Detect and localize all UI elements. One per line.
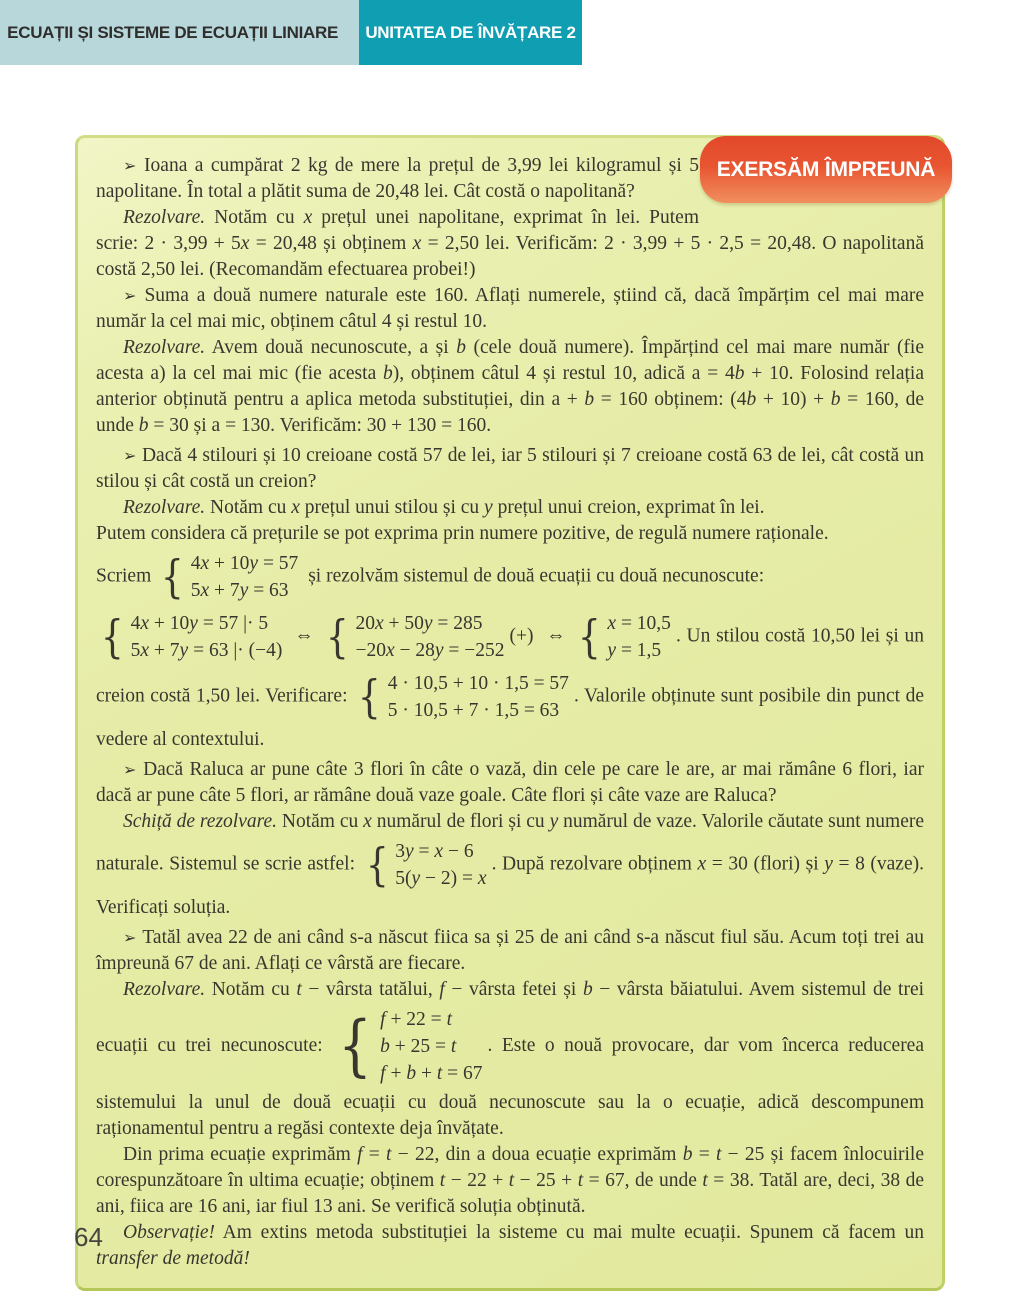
page-number: 64 [74,1222,103,1252]
italic-text: Rezolvare. [123,207,206,228]
equation-lines [355,610,504,664]
equation-lines [131,610,283,664]
math-variable: y [434,640,444,661]
brace-glyph: { [365,837,389,891]
math-variable: b [138,415,149,436]
math-variable: y [824,853,833,875]
text-run: Dacă Raluca ar pune câte 3 flori în câte o vază, din cele pe care le are, ar mai rămâne 6 flori, iar dacă ar pune câte 5 flori, ar rămâne două vaze goale. Câte flori și câte vaze are Raluca? [96,759,924,806]
brace-glyph: { [100,609,124,663]
unit-title-band [359,0,582,65]
equation-system [98,610,282,664]
bullet-arrow-icon: ➢ [123,286,145,305]
math-variable: f [439,979,445,1000]
math-variable: x [140,640,150,661]
exercise-box [75,135,945,1291]
text-run: Dacă 4 stilouri și 10 creioane costă 57 de lei, iar 5 stilouri și 7 creioane costă 63 de lei, cât costă un stilou și cât costă un creion? [96,445,924,492]
header-bar [0,0,1024,65]
math-variable: y [405,841,414,862]
math-variable: x [697,853,707,875]
math-variable: x [434,841,444,862]
brace-glyph: { [357,669,381,723]
equation-line: f + b + t = 67 [380,1063,483,1084]
exersam-impreuna-badge [700,136,952,203]
italic-text: Rezolvare. [123,979,206,1000]
equation-line: 5x + 7y = 63 |· (−4) [130,640,283,661]
equivalence-arrow: ⇔ [294,625,314,647]
math-variable: b [582,979,593,1000]
math-variable: b [746,389,757,410]
equation-line: 5(y − 2) = x [395,868,487,889]
badge-label: EXERSĂM ÎMPREUNĂ [716,157,936,181]
math-variable: y [239,580,249,601]
math-variable: y [249,553,259,574]
math-variable: b [830,389,841,410]
equation-line: −20x − 28y = −252 [355,640,505,661]
math-variable: y [484,497,493,518]
text-run: (+) [509,625,540,647]
text-run: . Este o nouă provocare, dar vom încerca reducerea sistemului la unul de două ecuații cu două necunoscute sau la o ecuație, adică descompunem raționamentul pentru a regăsi contexte deja învățate. [96,1034,924,1139]
math-variable: t [439,1170,446,1191]
problem-4-solution [96,809,924,921]
problem-3-statement [96,443,924,495]
equation-lines [380,1006,482,1087]
math-variable: x [291,497,300,518]
math-variable: x [140,613,150,634]
equation-system [158,550,298,604]
math-variable: b [734,363,745,384]
math-variable: y [423,613,433,634]
text-run: Notăm cu t − vârsta tatălui, f − vârsta fetei și b − vârsta băiatului. Avem sistemul de trei ecuații cu trei necunoscute: [96,979,925,1056]
italic-text: Rezolvare. [123,337,206,358]
equation-lines [395,838,486,892]
problem-2-statement [96,283,924,335]
equation-line: 20x + 50y = 285 [355,613,483,634]
math-variable: t [296,979,302,1000]
math-variable: f [357,1144,363,1165]
text-run: Notăm cu x numărul de flori și cu y numărul de vaze. Valorile căutate sunt numere naturale. Sistemul se scrie astfel: [96,811,924,875]
chapter-title: ECUAȚII ȘI SISTEME DE ECUAȚII LINIARE [7,22,338,42]
brace-glyph: { [160,549,184,603]
text-run: Avem două necunoscute, a și b (cele două numere). Împărțind cel mai mare număr (fie acesta a) la cel mai mic (fie acesta b), obținem câtul 4 și restul 10, adică a = 4b + 10. Folosind relația anterior obținută pentru a aplica metoda substituției, din a + b = 160 obținem: (4b + 10) + b = 160, de unde b = 30 și a = 130. Verificăm: 30 + 130 = 160. [96,337,924,436]
equation-lines [607,610,671,664]
math-variable: t [508,1170,515,1191]
equation-line: 5 · 10,5 + 7 · 1,5 = 63 [387,700,560,721]
equation-lines [388,670,569,724]
bullet-arrow-icon: ➢ [123,446,142,465]
problem-3-system-setup [96,547,924,607]
brace-glyph: { [577,609,601,663]
math-variable: b [383,363,393,384]
equation-line: y = 1,5 [607,640,662,661]
math-variable: t [450,1036,457,1057]
text-run: Tatăl avea 22 de ani când s-a născut fiica sa și 25 de ani când s-a născut fiul său. Acum toți trei au împreună 67 de ani. Aflați ce vârstă are fiecare. [96,927,924,974]
equation-line: 3y = x − 6 [395,841,474,862]
text-run: Notăm cu x prețul unei napolitane, exprimat în lei. Putem scrie: 2 · 3,99 + 5x = 20,48 și obținem x = 2,50 lei. Verificăm: 2 · 3,99 + 5 · 2,5 = 20,48. O napolitană costă 2,50 lei. (Recomandăm efectuarea probei!) [96,207,924,280]
problem-4-statement [96,757,924,809]
math-variable: x [385,640,395,661]
equation-system [575,610,671,664]
text-run: și rezolvăm sistemul de două ecuații cu două necunoscute: [303,565,765,587]
text-run: Scriem [96,565,157,587]
equation-line: 4 · 10,5 + 10 · 1,5 = 57 [387,673,569,694]
math-variable: t [702,1170,708,1191]
math-variable: b [584,389,595,410]
equation-line: x = 10,5 [607,613,671,634]
brace-glyph: { [325,609,349,663]
math-variable: t [436,1063,443,1084]
math-variable: x [363,811,372,832]
equation-line: b + 25 = t [380,1036,457,1057]
math-variable: x [303,207,313,228]
math-variable: x [412,233,422,254]
math-variable: f [380,1063,386,1084]
italic-text: Schiță de rezolvare. [123,811,278,832]
problem-5-solution [96,977,924,1142]
text-run: Suma a două numere naturale este 160. Aflați numerele, știind că, dacă împărțim cel mai mare număr la cel mai mic, obținem câtul 4 și restul 10. [96,285,924,332]
math-variable: x [374,613,384,634]
text-run: . După rezolvare obținem x = 30 (flori) și y = 8 (vaze). Verificați soluția. [96,853,924,918]
content-area [96,153,924,1272]
problem-2-solution [96,335,924,439]
text-run: Am extins metoda substituției la sisteme cu mai multe ecuații. Spunem că facem un [215,1222,924,1243]
math-variable: b [682,1144,693,1165]
equation-system [355,670,569,724]
equivalence-arrow: ⇔ [546,625,566,647]
math-variable: x [200,553,210,574]
equation-line: 4x + 10y = 57 |· 5 [130,613,269,634]
math-variable: b [406,1063,417,1084]
equation-system [334,1006,482,1087]
problem-3-system-solving [96,607,924,753]
equation-system [323,610,505,664]
math-variable: x [477,868,487,889]
text-run: Ioana a cumpărat 2 kg de mere la prețul de 3,99 lei kilogramul și 5 napolitane. În total a plătit suma de 20,48 lei. Cât costă o napolitană? [96,155,699,202]
math-variable: t [386,1144,392,1165]
text-run: . Un stilou costă 10,50 lei și un creion costă 1,50 lei. Verificare: [96,625,924,707]
equation-lines [191,550,299,604]
chapter-title-band [0,0,359,65]
math-variable: t [577,1170,584,1191]
unit-title: UNITATEA DE ÎNVĂȚARE 2 [365,22,576,42]
bullet-arrow-icon: ➢ [123,156,145,175]
math-variable: y [411,868,421,889]
math-variable: b [456,337,466,358]
bullet-arrow-icon: ➢ [123,928,143,947]
text-run: Putem considera că prețurile se pot exprima prin numere pozitive, de regulă numere raționale. [96,523,829,544]
equation-system [363,838,487,892]
italic-text: Rezolvare. [123,497,206,518]
text-run: Notăm cu x prețul unui stilou și cu y prețul unui creion, exprimat în lei. [205,497,765,518]
problem-3-solution [96,495,924,521]
math-variable: b [380,1036,390,1057]
equation-line: 4x + 10y = 57 [190,553,299,574]
equation-line: 5x + 7y = 63 [190,580,289,601]
math-variable: x [607,613,617,634]
brace-glyph: { [338,1007,372,1085]
problem-3-note [96,521,924,547]
math-variable: f [380,1009,386,1030]
italic-text: Observație! [123,1222,216,1243]
problem-5-substitution [96,1142,924,1220]
math-variable: t [715,1144,722,1165]
bullet-arrow-icon: ➢ [123,760,144,779]
math-variable: y [179,640,189,661]
math-variable: y [607,640,617,661]
equation-line: f + 22 = t [380,1009,452,1030]
italic-text: transfer de metodă! [96,1248,250,1269]
math-variable: y [549,811,559,832]
math-variable: y [189,613,198,634]
math-variable: x [240,233,250,254]
problem-5-statement [96,925,924,977]
math-variable: x [200,580,210,601]
text-run: Din prima ecuație exprimăm f = t − 22, din a doua ecuație exprimăm b = t − 25 și facem înlocuirile corespunzătoare în ultima ecuație; obținem t − 22 + t − 25 + t = 67, de unde t = 38. Tatăl are, deci, 38 de ani, fiica are 16 ani, iar fiul 13 ani. Se verifică soluția obținută. [96,1144,925,1217]
text-run: . Valorile obținute sunt posibile din punct de vedere al contextului. [96,685,924,750]
observation [96,1220,924,1272]
math-variable: t [446,1009,452,1030]
